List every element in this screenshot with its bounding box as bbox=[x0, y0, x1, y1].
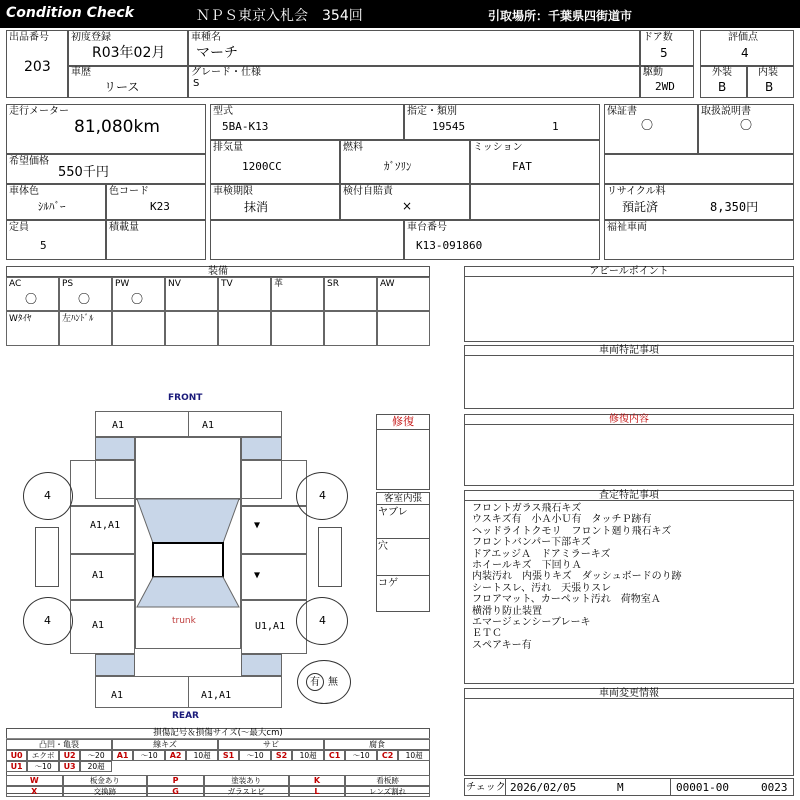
legend-desc: 10超 bbox=[398, 750, 430, 761]
right-rear-door-mark: ▼ bbox=[254, 570, 261, 581]
color: ｼﾙﾊﾞｰ bbox=[38, 200, 66, 213]
inspection-note-line: エマージェンシーブレーキ bbox=[472, 617, 591, 629]
right-front-door-mark: ▼ bbox=[254, 520, 261, 531]
right-rear-door bbox=[241, 554, 307, 600]
doors: 5 bbox=[660, 46, 668, 60]
tire-rear-right-value: 4 bbox=[319, 614, 326, 627]
exterior: B bbox=[718, 80, 727, 94]
empty-box-2 bbox=[470, 184, 600, 220]
exterior-label: 外装 bbox=[712, 67, 732, 78]
inspection-note-line: ドアエッジＡ ドアミラーキズ bbox=[472, 548, 611, 560]
legend-code-u3: U3 bbox=[59, 761, 80, 772]
equipment-cell-row2 bbox=[59, 311, 112, 346]
front-right-mark: A1 bbox=[202, 420, 215, 431]
capacity: 5 bbox=[40, 239, 47, 252]
equipment-cell-pw bbox=[112, 277, 165, 311]
chassis: K13-091860 bbox=[416, 239, 483, 252]
displacement-label: 排気量 bbox=[213, 142, 243, 153]
manual: 〇 bbox=[740, 118, 753, 132]
legend-desc: ～20 bbox=[80, 750, 112, 761]
legend-code-a1: A1 bbox=[112, 750, 133, 761]
inspection-note-line: シートスレ、汚れ 天張りスレ bbox=[472, 582, 612, 594]
windshield bbox=[137, 499, 239, 543]
cabin-item-burn: コゲ bbox=[378, 578, 398, 589]
legend-desc: 看板跡 bbox=[345, 775, 430, 786]
recycle-fee: 8,350円 bbox=[710, 200, 759, 214]
legend-desc: ～10 bbox=[133, 750, 165, 761]
header-center-title: ＮＰＳ東京入札会 354回 bbox=[196, 8, 363, 24]
grade: S bbox=[193, 78, 200, 89]
equipment-cell-row2 bbox=[271, 311, 324, 346]
type-label: 指定・類別 bbox=[407, 106, 457, 117]
model: 5BA-K13 bbox=[222, 120, 269, 133]
tire-rear-left-value: 4 bbox=[44, 614, 51, 627]
inspection-note-line: 横滑り防止装置 bbox=[472, 605, 542, 617]
roof bbox=[153, 543, 223, 577]
spare-mark: 有 bbox=[310, 677, 320, 688]
legend-group-header: 腐食 bbox=[324, 739, 430, 750]
fuel: ｶﾞｿﾘﾝ bbox=[384, 160, 412, 173]
inspection-notes-title: 査定特記事項 bbox=[464, 490, 794, 501]
equipment-label: 左ﾊﾝﾄﾞﾙ bbox=[62, 314, 94, 324]
score: 4 bbox=[741, 46, 749, 60]
special-title: 車両特記事項 bbox=[464, 345, 794, 356]
manual-label: 取扱説明書 bbox=[701, 106, 751, 117]
equipment-cell-ac bbox=[6, 277, 59, 311]
inspection-note-line: ホイールキズ 下回りＡ bbox=[472, 560, 582, 572]
rear-left-lamp bbox=[95, 654, 135, 676]
equipment-label: Wﾀｲﾔ bbox=[9, 314, 32, 324]
cabin-item-tear: ヤブレ bbox=[378, 507, 408, 518]
checker: M bbox=[617, 781, 624, 794]
warranty-label: 保証書 bbox=[607, 106, 637, 117]
legend-code-a2: A2 bbox=[165, 750, 186, 761]
legend-code-k: K bbox=[289, 775, 346, 786]
equipment-cell-row2 bbox=[324, 311, 377, 346]
equipment-cell-row2 bbox=[377, 311, 430, 346]
recycle-status: 預託済 bbox=[622, 200, 659, 214]
inspection-note-line: フロントバンパー下部キズ bbox=[472, 537, 591, 549]
type-no: 19545 bbox=[432, 120, 466, 133]
equipment-label: NV bbox=[168, 279, 181, 289]
drive-label: 駆動 bbox=[643, 67, 663, 78]
legend-desc: 塗装あり bbox=[204, 775, 289, 786]
left-quarter-mark: A1 bbox=[92, 620, 105, 631]
doors-label: ドア数 bbox=[643, 32, 673, 43]
legend-title: 損傷記号＆損傷サイズ(～最大cm) bbox=[6, 728, 430, 739]
front-left-lamp bbox=[95, 437, 135, 460]
legend-code-x: X bbox=[6, 786, 63, 797]
equipment-cell-sr bbox=[324, 277, 377, 311]
check-label: チェック bbox=[466, 782, 506, 793]
rear-window bbox=[137, 577, 239, 607]
equipment-cell-row2 bbox=[165, 311, 218, 346]
rear-left-mark: A1 bbox=[111, 690, 124, 701]
legend-desc: ～10 bbox=[345, 750, 377, 761]
cabin-divider-2 bbox=[376, 575, 430, 576]
inspection-note-line: ヘッドライトクモリ フロント廻り飛石キズ bbox=[472, 525, 672, 537]
check-date: 2026/02/05 bbox=[510, 781, 577, 794]
model-label: 型式 bbox=[213, 106, 233, 117]
inspection-notes-text bbox=[472, 503, 790, 651]
equipment-cell-row2 bbox=[218, 311, 271, 346]
equipment-label: TV bbox=[221, 279, 233, 289]
legend-desc: 10超 bbox=[186, 750, 218, 761]
legend-desc: エクボ bbox=[27, 750, 59, 761]
legend-code-u0: U0 bbox=[6, 750, 27, 761]
history: リース bbox=[104, 80, 140, 94]
equipment-cell-tv bbox=[218, 277, 271, 311]
equipment-mark: 〇 bbox=[25, 292, 38, 306]
mission: FAT bbox=[512, 160, 532, 173]
rear-right-lamp bbox=[241, 654, 282, 676]
mileage: 81,080km bbox=[74, 117, 160, 137]
front-label: FRONT bbox=[168, 393, 203, 403]
hood-center bbox=[135, 437, 241, 499]
equipment-label: AC bbox=[9, 279, 22, 289]
left-side-panel bbox=[35, 527, 59, 587]
legend-code-c2: C2 bbox=[377, 750, 398, 761]
equipment-cell-ps bbox=[59, 277, 112, 311]
legend-desc: ～10 bbox=[239, 750, 271, 761]
drive: 2WD bbox=[655, 80, 675, 93]
front-left-mark: A1 bbox=[112, 420, 125, 431]
car-name: マーチ bbox=[196, 45, 238, 61]
empty-box-1 bbox=[604, 154, 794, 184]
legend-code-g: G bbox=[147, 786, 204, 797]
car-name-label: 車種名 bbox=[191, 32, 221, 43]
left-fender bbox=[70, 460, 135, 506]
rear-right-mark: A1,A1 bbox=[201, 690, 232, 701]
appeal-box bbox=[464, 266, 794, 342]
history-label: 車歴 bbox=[71, 67, 91, 78]
equipment-cell-aw bbox=[377, 277, 430, 311]
footer-code-1: 00001-00 bbox=[676, 781, 729, 794]
equipment-title: 装備 bbox=[6, 266, 430, 277]
inspection: 抹消 bbox=[244, 200, 269, 214]
legend-desc: 交換跡 bbox=[63, 786, 148, 797]
legend-code-l: L bbox=[289, 786, 346, 797]
equipment-label: SR bbox=[327, 279, 339, 289]
equipment-label: PW bbox=[115, 279, 130, 289]
interior-label: 内装 bbox=[758, 67, 778, 78]
changes-title: 車両変更情報 bbox=[464, 688, 794, 699]
equipment-cell-row2 bbox=[112, 311, 165, 346]
footer-divider-2 bbox=[670, 778, 671, 796]
legend-code-u2: U2 bbox=[59, 750, 80, 761]
warranty: 〇 bbox=[641, 118, 654, 132]
spare-none: 無 bbox=[328, 677, 338, 688]
inspection-note-line: フロントガラス飛石キズ bbox=[472, 503, 582, 514]
grade-label: グレード・仕様 bbox=[191, 67, 261, 78]
inspection-note-line: スペアキー有 bbox=[472, 639, 532, 651]
legend-desc: レンズ割れ bbox=[345, 786, 430, 797]
price: 550千円 bbox=[58, 165, 109, 180]
first-reg-label: 初度登録 bbox=[71, 32, 111, 43]
repair-title: 修復 bbox=[376, 414, 430, 430]
inspection-note-line: 内装汚れ 内張りキズ ダッシュボードのり跡 bbox=[472, 571, 682, 583]
rear-label: REAR bbox=[172, 711, 199, 721]
legend-group-header: サビ bbox=[218, 739, 324, 750]
trunk-label: trunk bbox=[172, 616, 196, 626]
equipment-label: PS bbox=[62, 279, 74, 289]
header-left-title: Condition Check bbox=[6, 5, 134, 21]
legend-desc: ～10 bbox=[27, 761, 59, 772]
left-front-door-mark: A1,A1 bbox=[90, 520, 121, 531]
equipment-mark: 〇 bbox=[131, 292, 144, 306]
color-code: K23 bbox=[150, 200, 170, 213]
inspection-note-line: ウスキズ有 小Ａ小Ｕ有 タッチＰ跡有 bbox=[472, 514, 652, 526]
chassis-label: 車台番号 bbox=[407, 222, 447, 233]
score-label: 評価点 bbox=[728, 32, 758, 43]
legend-desc: 20超 bbox=[80, 761, 112, 772]
legend-group-header: 線キズ bbox=[112, 739, 218, 750]
cabin-divider-1 bbox=[376, 538, 430, 539]
fuel-label: 燃料 bbox=[343, 142, 363, 153]
front-right-lamp bbox=[241, 437, 282, 460]
header-right-title: 引取場所：千葉県四街道市 bbox=[488, 9, 633, 23]
capacity-label: 定員 bbox=[9, 222, 29, 233]
mileage-label: 走行メーター bbox=[9, 106, 69, 117]
displacement: 1200CC bbox=[242, 160, 282, 173]
color-label: 車体色 bbox=[9, 186, 39, 197]
equipment-mark: 〇 bbox=[78, 292, 91, 306]
car-name-box bbox=[188, 30, 640, 66]
right-front-door bbox=[241, 506, 307, 554]
inspection-note-line: ＥＴＣ bbox=[472, 628, 502, 640]
inspection-label: 車検期限 bbox=[213, 186, 253, 197]
mission-label: ミッション bbox=[473, 142, 523, 153]
right-quarter-mark: U1,A1 bbox=[255, 621, 286, 632]
price-label: 希望価格 bbox=[9, 156, 49, 167]
front-divider bbox=[188, 411, 189, 437]
tax: × bbox=[402, 199, 413, 213]
legend-code-s2: S2 bbox=[271, 750, 292, 761]
legend-group-header: 凸凹・亀裂 bbox=[6, 739, 112, 750]
tire-front-right-value: 4 bbox=[319, 489, 326, 502]
appeal-title: アピールポイント bbox=[464, 266, 794, 277]
right-side-panel bbox=[318, 527, 342, 587]
repair-detail-title: 修復内容 bbox=[464, 414, 794, 425]
legend-code-u1: U1 bbox=[6, 761, 27, 772]
equipment-cell-nv bbox=[165, 277, 218, 311]
legend-desc: 10超 bbox=[292, 750, 324, 761]
first-reg: R03年02月 bbox=[92, 45, 166, 61]
equipment-label: AW bbox=[380, 279, 395, 289]
equipment-label: 革 bbox=[274, 279, 284, 289]
cabin-item-hole: 穴 bbox=[378, 541, 388, 552]
legend-desc: ガラスヒビ bbox=[204, 786, 289, 797]
inspection-note-line: フロアマット、カーペット汚れ 荷物室Ａ bbox=[472, 594, 661, 606]
lot-no: 203 bbox=[24, 59, 51, 75]
class-no: 1 bbox=[552, 120, 559, 133]
legend-code-p: P bbox=[147, 775, 204, 786]
legend-code-s1: S1 bbox=[218, 750, 239, 761]
interior: B bbox=[765, 80, 774, 94]
welfare-label: 福祉車両 bbox=[607, 222, 647, 233]
legend-desc: 板金あり bbox=[63, 775, 148, 786]
legend-code-w: W bbox=[6, 775, 63, 786]
equipment-cell-row2 bbox=[6, 311, 59, 346]
tire-front-left-value: 4 bbox=[44, 489, 51, 502]
legend-code-c1: C1 bbox=[324, 750, 345, 761]
cabin-title: 客室内張 bbox=[376, 492, 430, 505]
lot-no-label: 出品番号 bbox=[9, 32, 49, 43]
tax-label: 検付自賠責 bbox=[343, 186, 393, 197]
load-label: 積載量 bbox=[109, 222, 139, 233]
footer-divider-1 bbox=[505, 778, 506, 796]
empty-box-3 bbox=[210, 220, 404, 260]
color-code-label: 色コード bbox=[109, 186, 149, 197]
rear-divider bbox=[188, 676, 189, 708]
recycle-label: リサイクル料 bbox=[607, 186, 666, 197]
changes-box bbox=[464, 688, 794, 776]
equipment-cell-革 bbox=[271, 277, 324, 311]
left-rear-door-mark: A1 bbox=[92, 570, 105, 581]
footer-code-2: 0023 bbox=[761, 781, 788, 794]
